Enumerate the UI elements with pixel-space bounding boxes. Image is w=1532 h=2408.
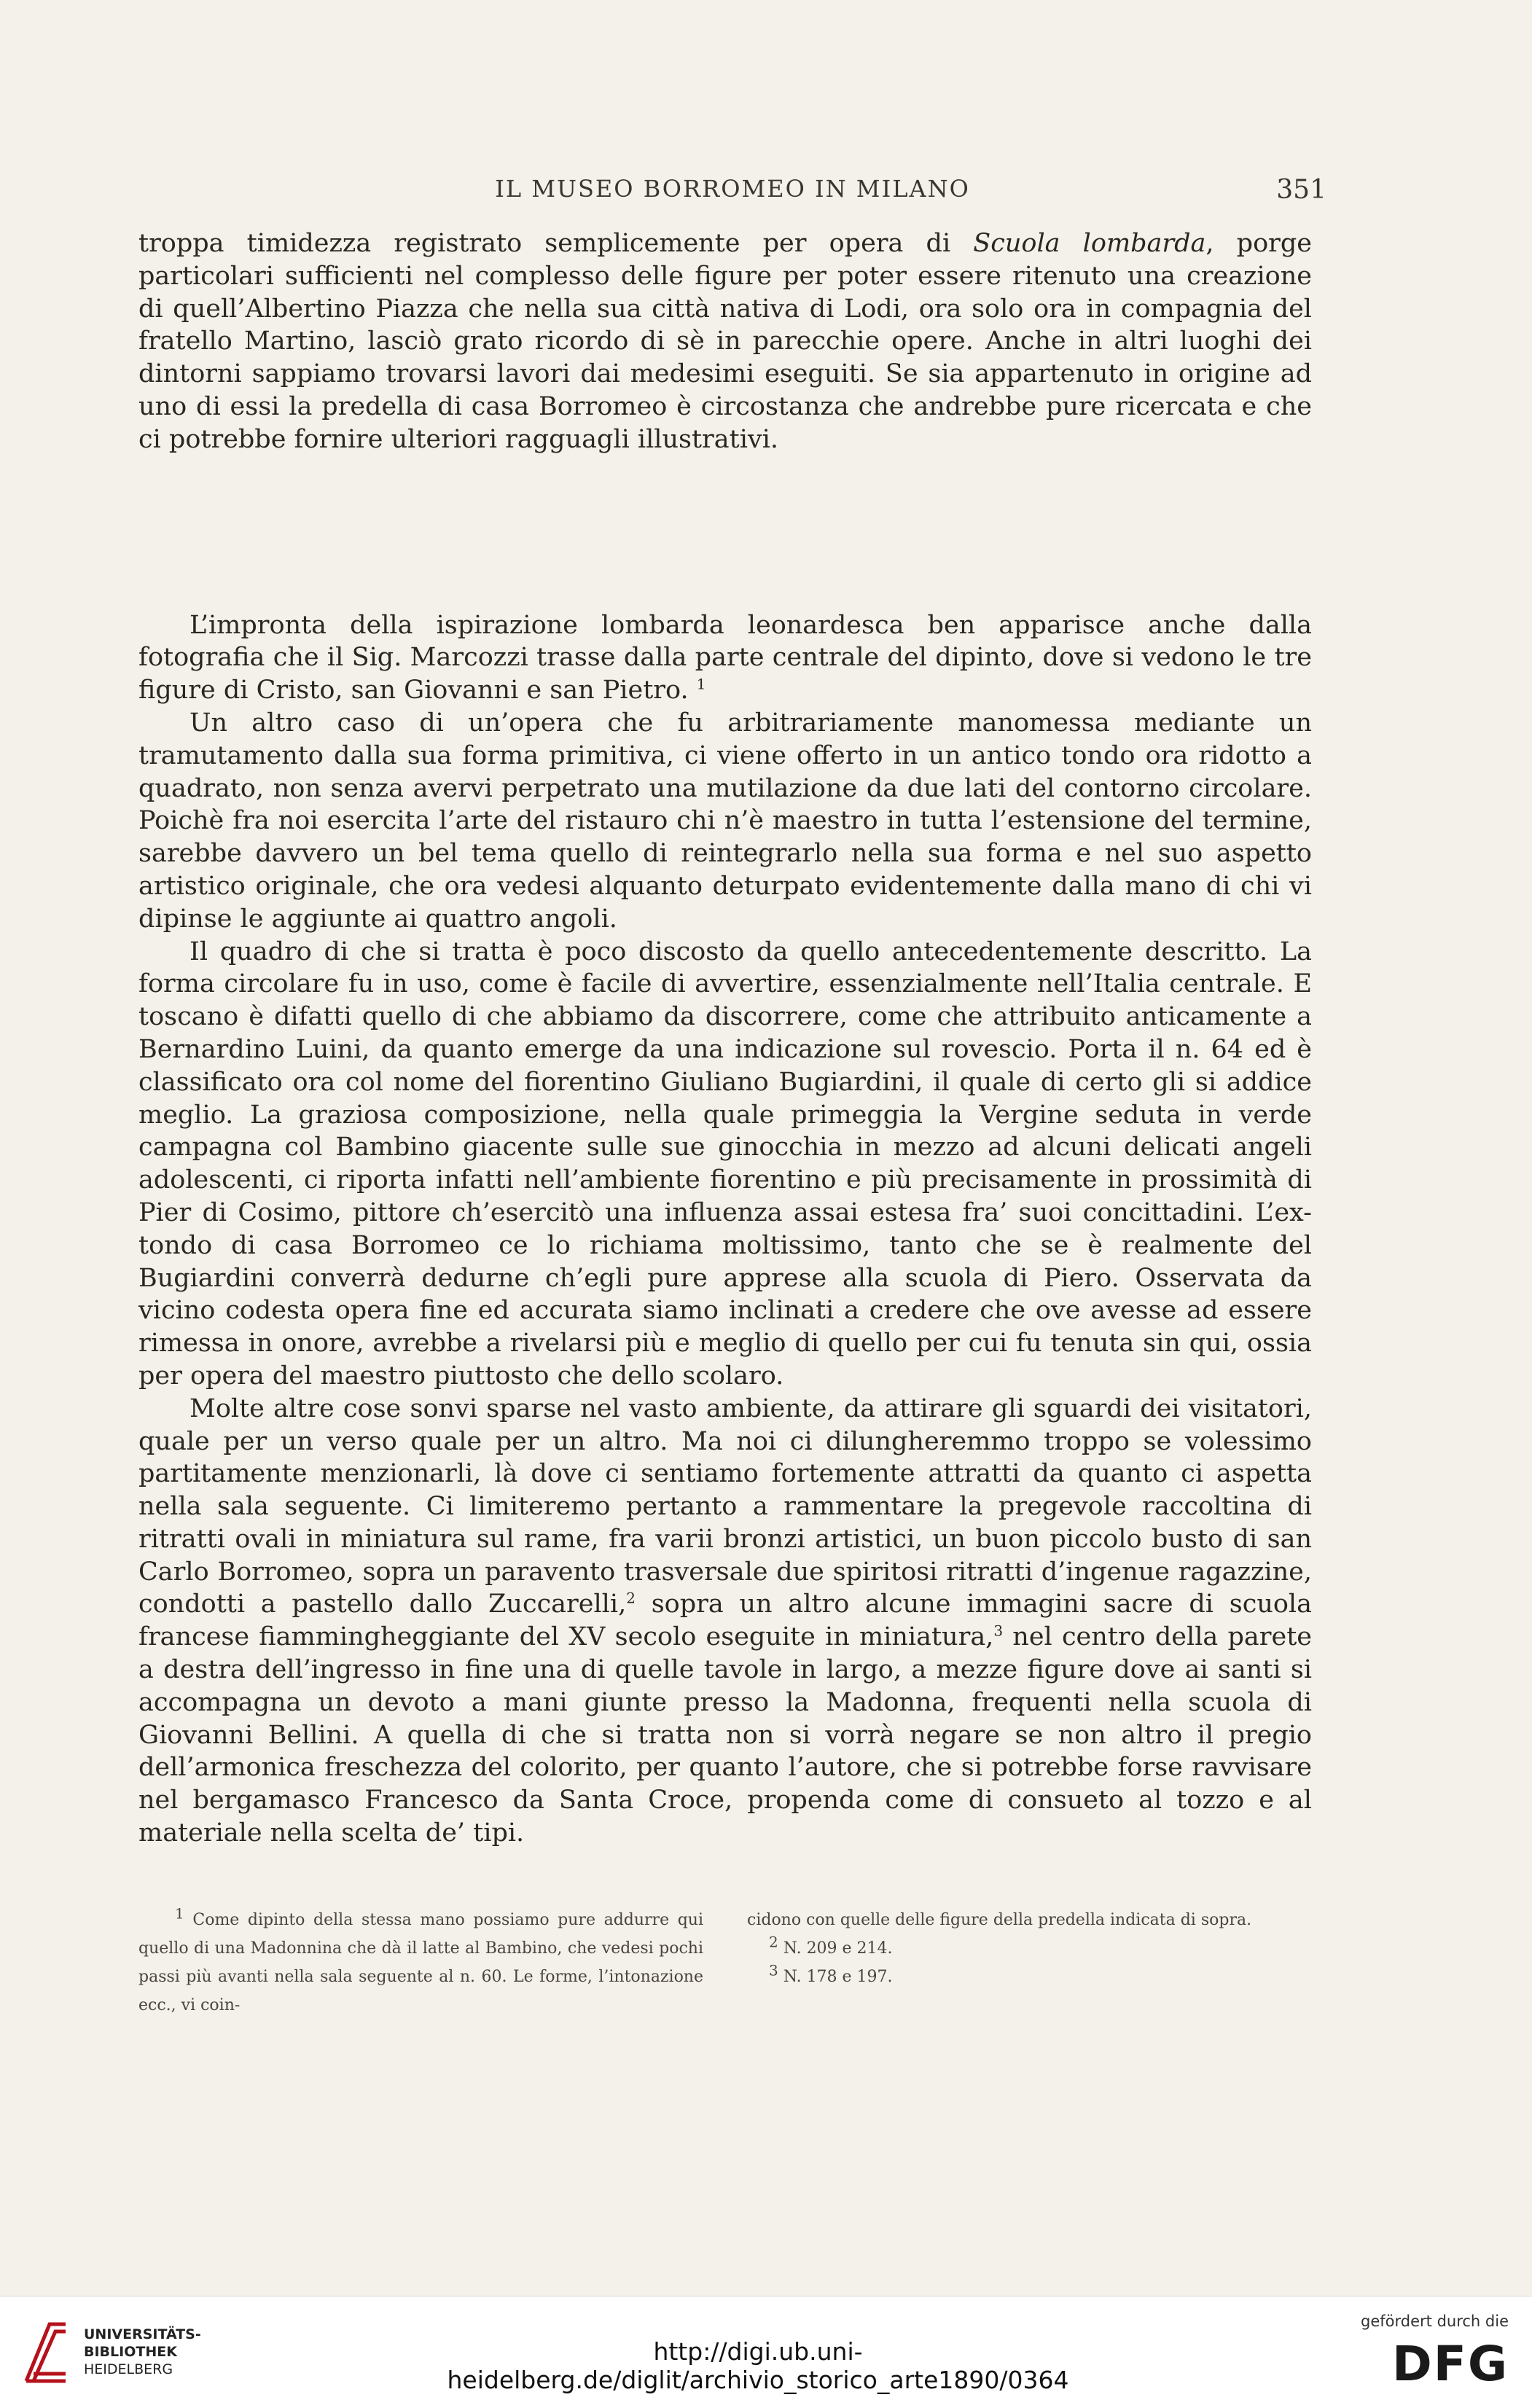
dfg-logo: DFG	[1391, 2336, 1509, 2392]
funding-text: gefördert durch die	[1361, 2313, 1509, 2330]
body-text	[138, 227, 1312, 1850]
footnote-text: Come dipinto della stessa mano possiamo pure addurre qui quello di una Madonnina che dà il latte al Bambino, che vedesi pochi passi più avanti nella sala seguente al n. 60. Le forme, l’intonazione ecc., vi coin-	[138, 1911, 703, 2014]
paragraph	[138, 1393, 1312, 1850]
footnote-ref: 1	[696, 675, 706, 693]
funding-block	[1348, 2313, 1509, 2392]
page-number: 351	[1276, 175, 1326, 205]
footnote-mark: 1	[175, 1904, 184, 1923]
footnote-column-right	[747, 1906, 1312, 2020]
footnote-2	[747, 1934, 1312, 1963]
library-name	[84, 2326, 201, 2378]
text-run: troppa timidezza registrato semplicemente per opera di	[138, 229, 974, 258]
footnote-column-left	[138, 1906, 703, 2020]
italic-term: Scuola lombarda	[973, 229, 1206, 258]
footnotes	[138, 1906, 1312, 2020]
viewer-footer	[0, 2296, 1532, 2408]
paragraph: Il quadro di che si tratta è poco discosto da quello antecedentemente descritto. La forma circolare fu in uso, come è facile di avvertire, essenzialmente nell’Italia centrale. E toscano è difatti quello di che abbiamo da discorrere, come che attribuito anticamente a Bernardino Luini, da quanto emerge da una indicazione sul rovescio. Porta il n. 64 ed è classificato ora col nome del fiorentino Giuliano Bugiardini, il quale di certo gli si addice meglio. La graziosa composizione, nella quale primeggia la Vergine seduta in verde campagna col Bambino giacente sulle sue ginocchia in mezzo ad alcuni delicati angeli adolescenti, ci riporta infatti nell’ambiente fiorentino e più precisamente in prossimità di Pier di Cosimo, pittore ch’esercitò una influenza assai estesa fra’ suoi concittadini. L’ex-tondo di casa Borromeo ce lo richiama moltissimo, tanto che se è realmente del Bugiardini converrà dedurne ch’egli pure apprese alla scuola di Piero. Osservata da vicino codesta opera fine ed accurata siamo inclinati a credere che ove avesse ad essere rimessa in onore, avrebbe a rivelarsi più e meglio di quello per cui fu tenuta sin qui, ossia per opera del maestro piuttosto che dello scolaro.	[138, 937, 1312, 1391]
text-run: Molte altre cose sonvi sparse nel vasto ambiente, da attirare gli sguardi dei visitatori, quale per un verso quale per un altro. Ma noi ci dilungheremmo troppo se volessimo partitamente menzionarli, là dove ci sentiamo fortemente attratti da quanto ci aspetta nella sala seguente. Ci limiteremo pertanto a rammentare la pregevole raccoltina di ritratti ovali in miniatura sul rame, fra varii bronzi artistici, un buon piccolo busto di san Carlo Borromeo, sopra un paravento trasversale due spiritosi ritratti d’ingenue ragazzine, condotti a pastello dallo Zuccarelli,	[138, 1393, 1312, 1619]
footnote-ref: 2	[626, 1589, 636, 1607]
footnote-1	[138, 1906, 703, 2020]
footnote-1-continued: cidono con quelle delle figure della predella indicata di sopra.	[747, 1911, 1252, 1929]
running-title: IL MUSEO BORROMEO IN MILANO	[495, 175, 970, 203]
footnote-text: N. 209 e 214.	[783, 1939, 893, 1958]
footnote-text: N. 178 e 197.	[783, 1968, 893, 1986]
footnote-mark: 3	[769, 1961, 778, 1979]
text-run: nel centro della parete a destra dell’ingresso in fine una di quelle tavole in largo, a mezze figure dove ai santi si accompagna un devoto a mani giunte presso la Madonna, frequenti nella scuola di Giovanni Bellini. A quella di che si tratta non si vorrà negare se non altro il pregio dell’armonica freschezza del colorito, per quanto l’autore, che si potrebbe forse ravvisare nel bergamasco Francesco da Santa Croce, propenda come di consueto al tozzo e al materiale nella scelta de’ tipi.	[138, 1622, 1312, 1848]
footnote-3	[747, 1963, 1312, 1991]
text-run: , porge particolari sufficienti nel complesso delle figure per poter essere ritenuto una creazione di quell’Albertino Piazza che nella sua città nativa di Lodi, ora solo ora in compagnia del fratello Martino, lasciò grato ricordo di sè in parecchie opere. Anche in altri luoghi dei dintorni sappiamo trovarsi lavori dai medesimi eseguiti. Se sia appartenuto in origine ad uno di essi la predella di casa Borromeo è circostanza che andrebbe pure ricercata e che ci potrebbe fornire ulteriori ragguagli illustrativi.	[138, 229, 1312, 454]
library-name-line: HEIDELBERG	[84, 2361, 173, 2377]
permalink-url[interactable]: http://digi.ub.uni-heidelberg.de/diglit/archivio_storico_arte1890/0364	[447, 2337, 1069, 2394]
text-run: L’impronta della ispirazione lombarda leonardesca ben apparisce anche dalla fotografia che il Sig. Marcozzi trasse dalla parte centrale del dipinto, dove si vedono le tre figure di Cristo, san Giovanni e san Pietro.	[138, 610, 1312, 705]
paragraph: Un altro caso di un’opera che fu arbitrariamente manomessa mediante un tramutamento dalla sua forma primitiva, ci viene offerto in un antico tondo ora ridotto a quadrato, non senza avervi perpetrato una mutilazione da due lati del contorno circolare. Poichè fra noi esercita l’arte del ristauro chi n’è maestro in tutta l’estensione del termine, sarebbe davvero un bel tema quello di reintegrarlo nella sua forma e nel suo aspetto artistico originale, che ora vedesi alquanto deturpato evidentemente dalla mano di chi vi dipinse le aggiunte ai quattro angoli.	[138, 708, 1312, 934]
footnote-mark: 2	[769, 1933, 778, 1951]
library-name-line: BIBLIOTHEK	[84, 2344, 177, 2360]
page-header	[138, 175, 1326, 208]
text-run: sopra un altro alcune immagini sacre di scuola francese fiammingheggiante del XV secolo eseguite in miniatura,	[138, 1590, 1312, 1652]
library-name-line: UNIVERSITÄTS-	[84, 2326, 201, 2342]
footnote-ref: 3	[993, 1622, 1004, 1640]
paragraph	[138, 227, 1312, 456]
paragraph	[138, 609, 1312, 707]
library-logo-icon	[20, 2317, 71, 2390]
